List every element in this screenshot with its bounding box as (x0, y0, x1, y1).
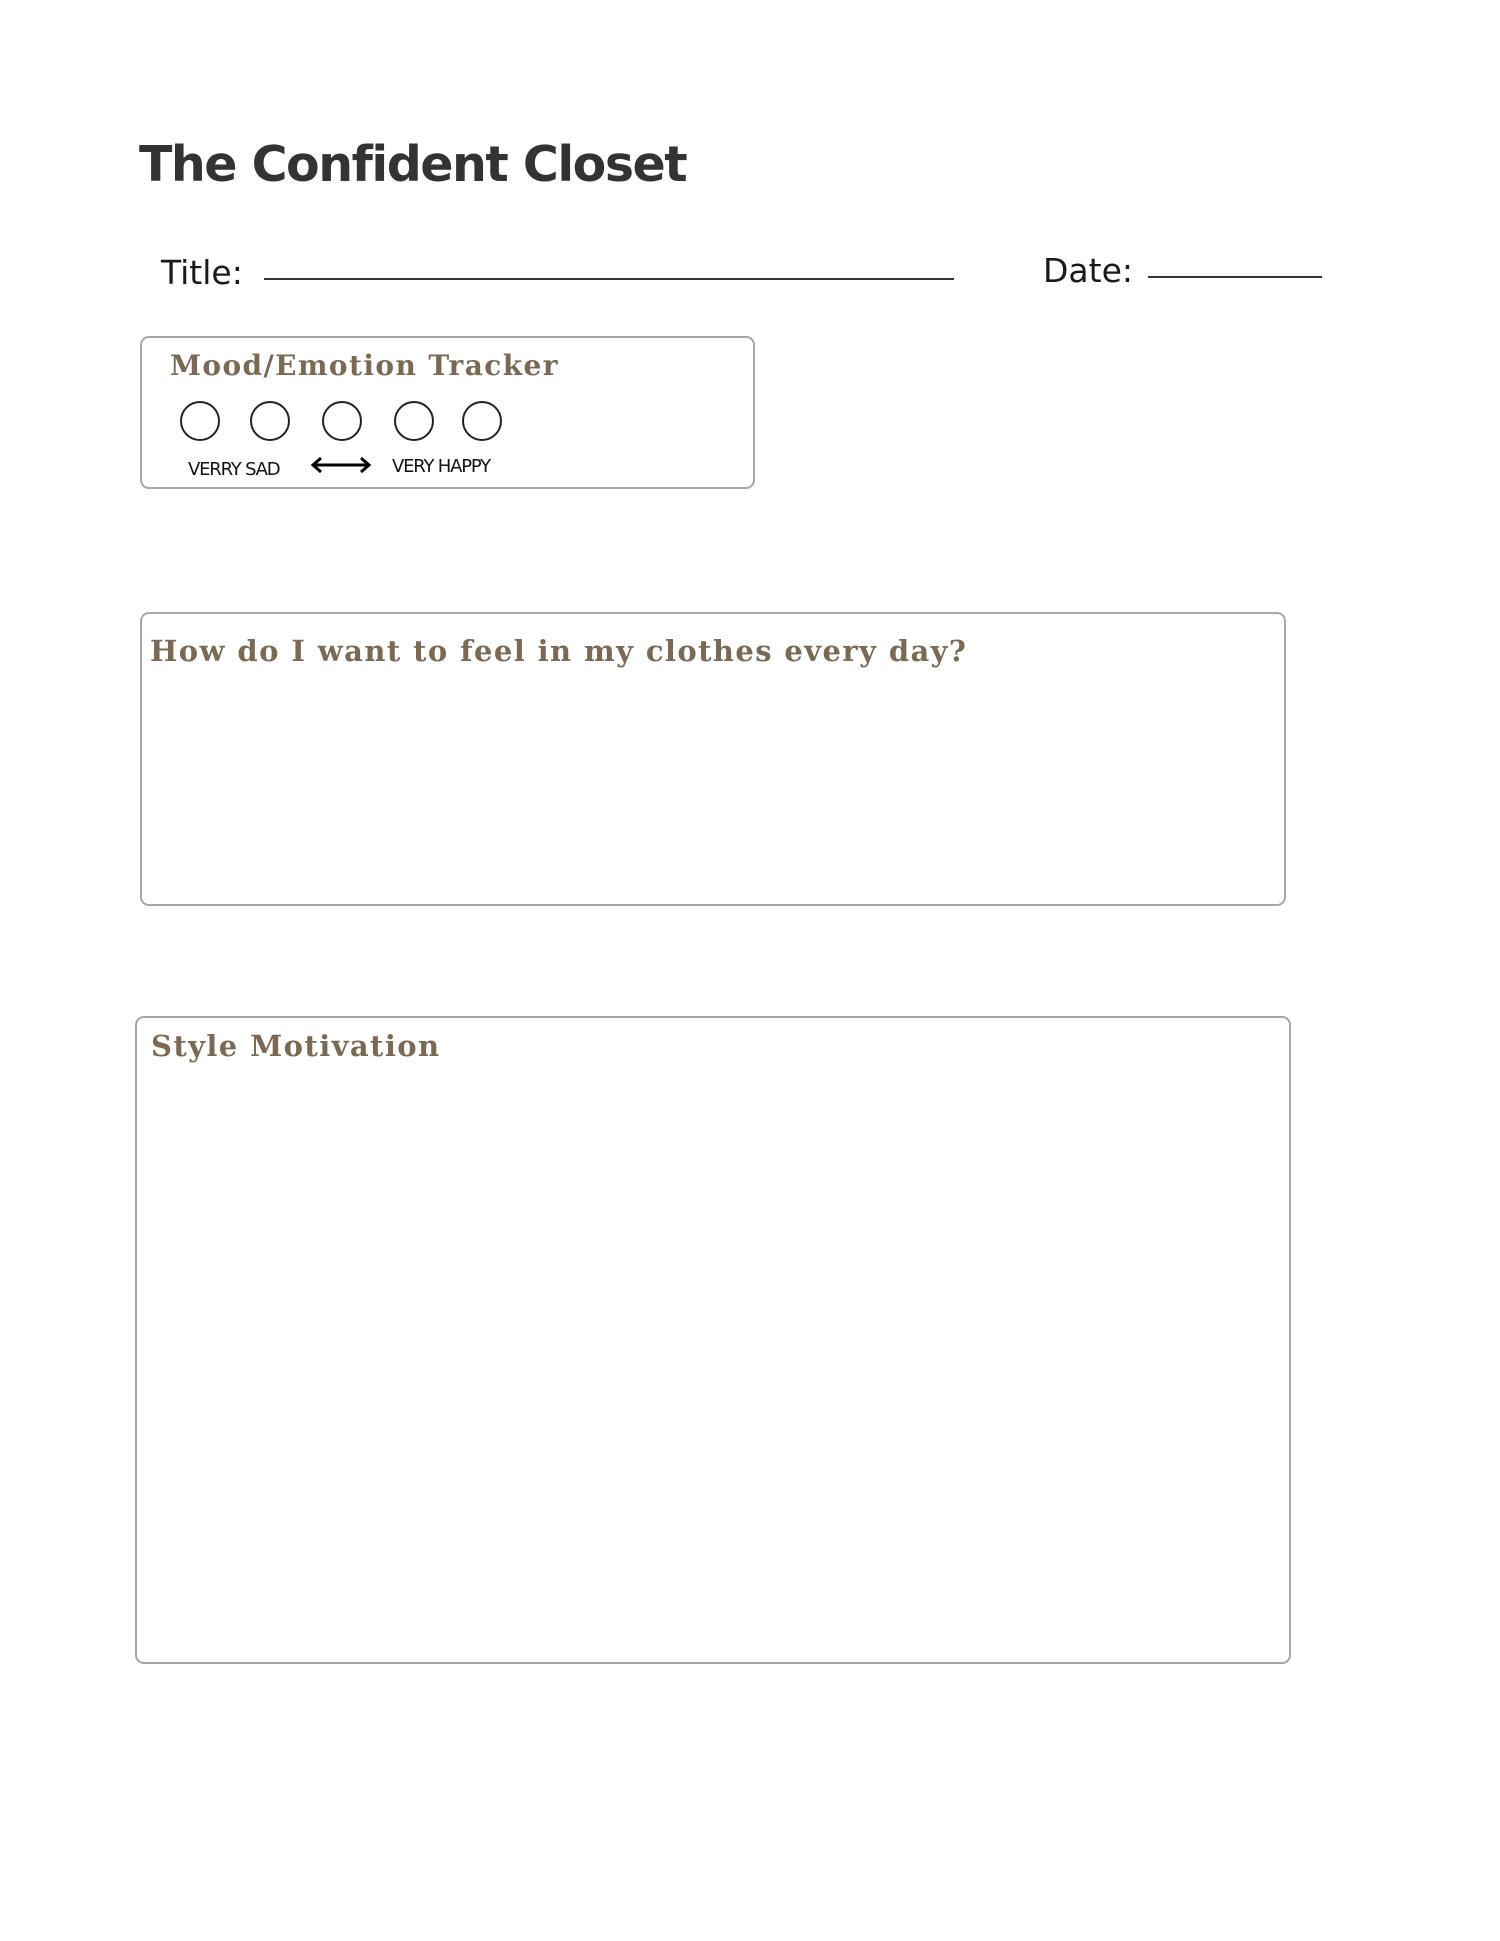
title-label: Title: (161, 253, 243, 292)
feel-writing-box[interactable] (140, 612, 1286, 906)
mood-tracker-box (140, 336, 755, 489)
feel-question-heading: How do I want to feel in my clothes every day? (150, 634, 968, 668)
title-write-line[interactable] (264, 278, 954, 280)
page-title: The Confident Closet (139, 136, 687, 193)
mood-circle-5[interactable] (462, 401, 502, 441)
mood-circle-4[interactable] (394, 401, 434, 441)
mood-circle-2[interactable] (250, 401, 290, 441)
style-motivation-heading: Style Motivation (151, 1029, 441, 1063)
scale-high-label: VERY HAPPY (392, 456, 490, 477)
date-label: Date: (1043, 251, 1133, 290)
mood-circle-3[interactable] (322, 401, 362, 441)
scale-low-label: VERRY SAD (188, 459, 280, 480)
date-write-line[interactable] (1148, 276, 1322, 278)
double-arrow-icon (310, 456, 372, 474)
mood-circle-1[interactable] (180, 401, 220, 441)
mood-tracker-heading: Mood/Emotion Tracker (170, 349, 559, 382)
style-motivation-box[interactable] (135, 1016, 1291, 1664)
